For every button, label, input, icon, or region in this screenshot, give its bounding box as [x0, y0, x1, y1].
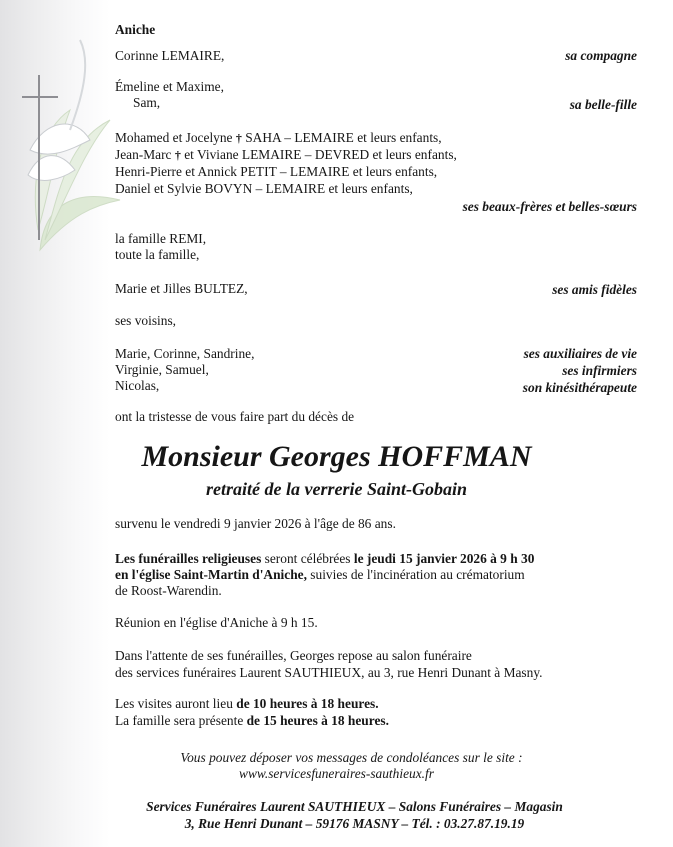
sibling-line-4: Daniel et Sylvie BOVYN – LEMAIRE et leurs enfants,: [115, 181, 413, 196]
announcement-line: ont la tristesse de vous faire part du décès de: [115, 409, 355, 424]
footer-address: 3, Rue Henri Dunant – 59176 MASNY – Tél. : 03.27.87.19.19: [184, 816, 525, 831]
funeral-cremation: suivies de l'incinération au crématorium: [306, 567, 525, 582]
visits-hours: de 10 heures à 18 heures.: [236, 696, 379, 711]
rest-line-1: Dans l'attente de ses funérailles, Georges repose au salon funéraire: [115, 648, 472, 663]
relatives-remi: la famille REMI,: [115, 231, 207, 246]
city-heading: Aniche: [115, 22, 156, 37]
stepdaughter-child: Sam,: [133, 95, 161, 110]
funeral-label: Les funérailles religieuses: [115, 551, 262, 566]
sibling-line-3: Henri-Pierre et Annick PETIT – LEMAIRE et leurs enfants,: [115, 164, 438, 179]
funeral-line-3: de Roost-Warendin.: [115, 583, 222, 598]
deceased-cross-icon: †: [174, 148, 181, 162]
deceased-subtitle: retraité de la verrerie Saint-Gobain: [206, 479, 467, 499]
condolences-text: Vous pouvez déposer vos messages de condoléances sur le site :: [180, 750, 523, 765]
lily-stem: [70, 40, 85, 130]
friends-names: Marie et Jilles BULTEZ,: [115, 281, 248, 296]
siblings-role: ses beaux-frères et belles-sœurs: [462, 199, 637, 214]
sibling-1-names: Mohamed et Jocelyne: [115, 130, 233, 145]
footer-company: Services Funéraires Laurent SAUTHIEUX – Salons Funéraires – Magasin: [146, 799, 563, 814]
sibling-2-family: et Viviane LEMAIRE – DEVRED et leurs enfants,: [184, 147, 457, 162]
nurses-role: ses infirmiers: [562, 363, 637, 378]
sibling-1-family: SAHA – LEMAIRE et leurs enfants,: [245, 130, 442, 145]
carers-role: ses auxiliaires de vie: [523, 346, 637, 361]
physio-role: son kinésithérapeute: [522, 380, 637, 395]
death-date: survenu le vendredi 9 janvier 2026 à l'âge de 86 ans.: [115, 516, 396, 531]
stepdaughter-names: Émeline et Maxime,: [115, 79, 224, 94]
sibling-line-2: [115, 147, 457, 163]
family-presence-line: [115, 713, 389, 729]
family-presence-hours: de 15 heures à 18 heures.: [246, 713, 389, 728]
family-presence-text: La famille sera présente: [115, 713, 247, 728]
funeral-line-1: [115, 551, 534, 567]
deceased-name: Monsieur Georges HOFFMAN: [141, 440, 532, 473]
sibling-line-1: [115, 130, 442, 146]
meeting-info: Réunion en l'église d'Aniche à 9 h 15.: [115, 615, 318, 630]
deceased-cross-icon: †: [235, 131, 242, 145]
funeral-church: en l'église Saint-Martin d'Aniche,: [115, 567, 307, 582]
partner-name: Corinne LEMAIRE,: [115, 48, 225, 63]
sibling-2-name: Jean-Marc: [115, 147, 172, 162]
carers-names: Marie, Corinne, Sandrine,: [115, 346, 255, 361]
partner-role: sa compagne: [565, 48, 637, 63]
stepdaughter-role: sa belle-fille: [569, 97, 637, 112]
funeral-text: seront célébrées: [261, 551, 354, 566]
funeral-datetime: le jeudi 15 janvier 2026 à 9 h 30: [353, 551, 535, 566]
nurses-names: Virginie, Samuel,: [115, 362, 209, 377]
physio-name: Nicolas,: [115, 378, 160, 393]
rest-line-2: des services funéraires Laurent SAUTHIEUX, au 3, rue Henri Dunant à Masny.: [115, 665, 543, 680]
visits-text: Les visites auront lieu: [115, 696, 237, 711]
funeral-line-2: [115, 567, 525, 583]
condolences-website: www.servicesfuneraires-sauthieux.fr: [239, 766, 434, 781]
visits-line: [115, 696, 379, 712]
relatives-all: toute la famille,: [115, 247, 200, 262]
friends-role: ses amis fidèles: [552, 282, 637, 297]
neighbors: ses voisins,: [115, 313, 177, 328]
